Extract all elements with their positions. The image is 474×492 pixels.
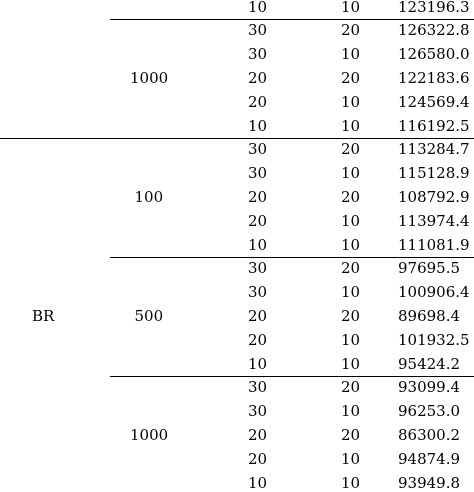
value-cell: 89698.4 [398,306,461,325]
param-cell: 10 [341,449,361,468]
param-cell: 10 [248,0,268,16]
param-cell: 20 [341,187,361,206]
param-cell: 10 [248,116,268,135]
value-cell: 94874.9 [398,449,461,468]
value-cell: 97695.5 [398,259,461,278]
param-cell: 30 [248,402,268,421]
param-cell: 10 [341,402,361,421]
param-cell: 10 [341,330,361,349]
param-cell: 30 [248,21,268,40]
param-cell: 20 [248,425,268,444]
param-cell: 10 [341,235,361,254]
value-cell: 124569.4 [398,92,470,111]
param-cell: 10 [341,45,361,64]
value-cell: 115128.9 [398,164,470,183]
param-cell: 20 [341,306,361,325]
value-cell: 122183.6 [398,68,470,87]
param-cell: 20 [248,187,268,206]
param-cell: 30 [248,283,268,302]
param-cell: 20 [341,21,361,40]
param-cell: 10 [341,473,361,492]
n-label: 100 [134,187,164,206]
section-label: BR [32,306,55,325]
value-cell: 126322.8 [398,21,470,40]
param-cell: 20 [341,259,361,278]
n-label: 500 [134,306,164,325]
param-cell: 10 [341,354,361,373]
value-cell: 108792.9 [398,187,470,206]
n-label: 1000 [130,425,169,444]
param-cell: 20 [341,378,361,397]
param-cell: 10 [341,92,361,111]
value-cell: 96253.0 [398,402,461,421]
value-cell: 93949.8 [398,473,461,492]
value-cell: 113284.7 [398,140,470,159]
group-rule [110,19,474,20]
param-cell: 10 [341,211,361,230]
param-cell: 30 [248,45,268,64]
param-cell: 20 [341,140,361,159]
param-cell: 20 [341,425,361,444]
param-cell: 20 [341,68,361,87]
param-cell: 20 [248,92,268,111]
value-cell: 95424.2 [398,354,461,373]
param-cell: 30 [248,164,268,183]
param-cell: 10 [341,0,361,16]
param-cell: 20 [248,449,268,468]
param-cell: 30 [248,259,268,278]
param-cell: 20 [248,211,268,230]
param-cell: 30 [248,378,268,397]
group-rule [110,376,474,377]
param-cell: 20 [248,306,268,325]
param-cell: 20 [248,330,268,349]
section-rule [0,138,474,139]
param-cell: 10 [248,473,268,492]
value-cell: 86300.2 [398,425,461,444]
n-label: 1000 [130,68,169,87]
value-cell: 113974.4 [398,211,470,230]
value-cell: 123196.3 [398,0,470,16]
param-cell: 10 [248,354,268,373]
group-rule [110,257,474,258]
value-cell: 100906.4 [398,283,470,302]
param-cell: 20 [248,68,268,87]
param-cell: 10 [341,283,361,302]
value-cell: 111081.9 [398,235,470,254]
param-cell: 10 [248,235,268,254]
value-cell: 93099.4 [398,378,461,397]
value-cell: 126580.0 [398,45,470,64]
param-cell: 10 [341,164,361,183]
param-cell: 10 [341,116,361,135]
value-cell: 101932.5 [398,330,470,349]
value-cell: 116192.5 [398,116,470,135]
param-cell: 30 [248,140,268,159]
